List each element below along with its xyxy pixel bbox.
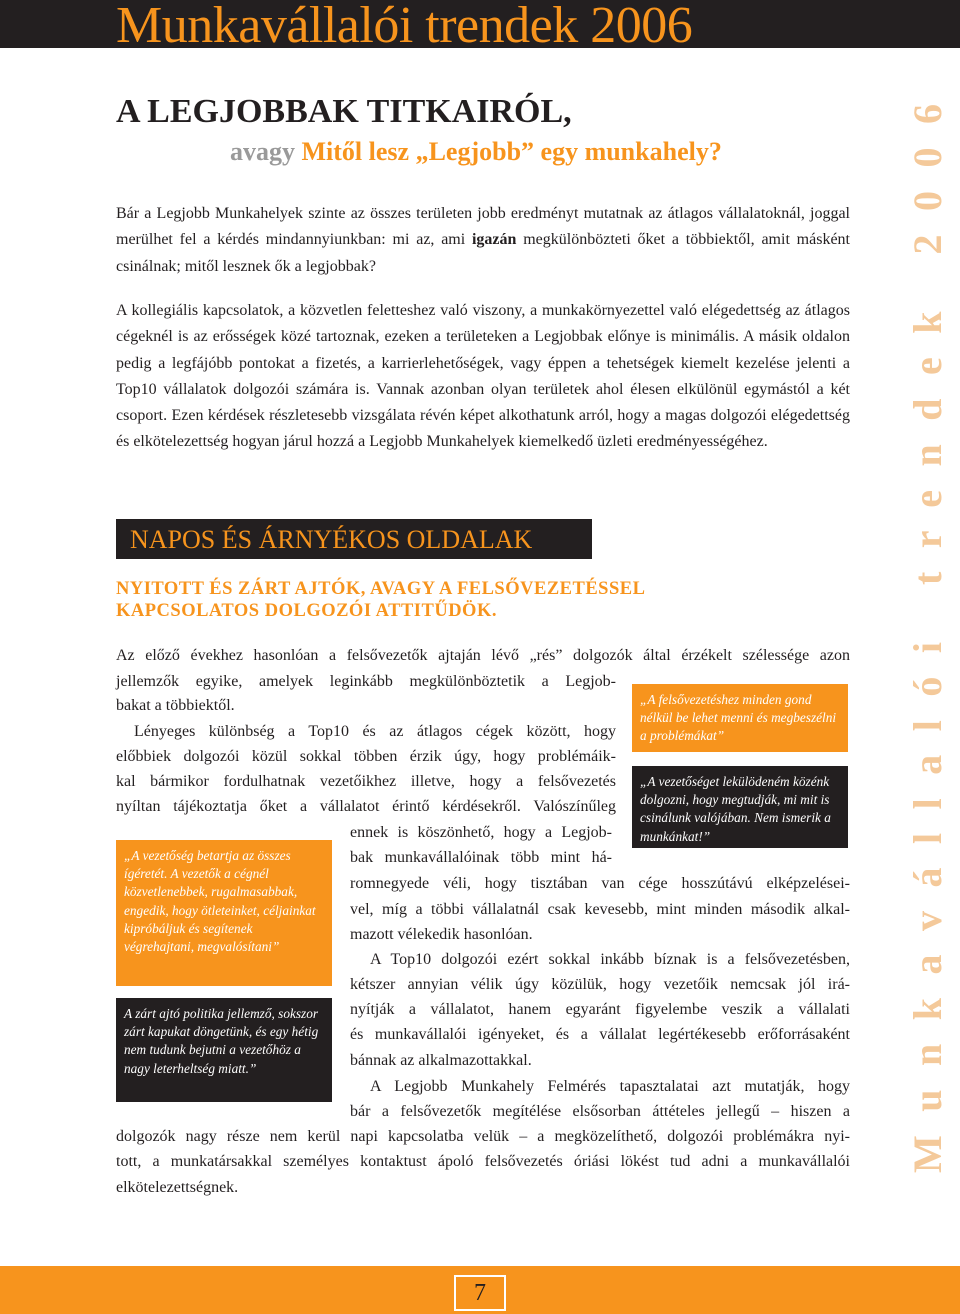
- pull-quote: „A felsővezetéshez minden gond nélkül be lehet menni és megbeszélni a problémákat”: [632, 684, 848, 752]
- subtitle-prefix: avagy: [230, 137, 302, 166]
- section-title-bar: [116, 519, 592, 559]
- body-line: A Top10 dolgozói ezért sokkal inkább bíznak is a felsővezetésben,: [370, 951, 850, 968]
- body-line: kétszer annyian vélik úgy közülük, hogy vezetőik nemcsak jól irá-: [350, 976, 850, 993]
- intro-text-after: megkülönbözteti őket a többiektől, amit másként csinálnak; mitől lesznek ők a legjobbak?: [116, 231, 850, 275]
- body-line: nyíltan tájékoztatja őket a vállalatot érintő kérdésekről. Valószínűleg: [116, 798, 616, 815]
- body-line: bakat a többiektől.: [116, 697, 235, 714]
- body-line: romnegyede véli, hogy tisztában van cége hosszútávú elképzelései-: [350, 875, 850, 892]
- body-line: ennek is köszönhető, hogy a Legjob-: [350, 824, 612, 841]
- body-line: és munkavállalói igényeket, és a vállalat legértékesebb erőforrásaként: [350, 1026, 850, 1043]
- second-paragraph: A kollegiális kapcsolatok, a közvetlen feletteshez való viszony, a munkakörnyezettel való elégedettség az átlagos cégeknél is az erősségek közé tartoznak, ezeken a területeken a Legjobbak előnye is minimális. A másik oldalon pedig a legfájóbb pontokat a fizetés, a karrierlehetőségek, vagy éppen a tehetségek kiemelt kezelése jelenti a Top10 vállalatok dolgozói számára is. Vannak azonban olyan területek ahol élesen elkülönül egymástól a két csoport. Ezen kérdések részletesebb vizsgálata révén képet alkothatunk arról, hogy a magas dolgozói elégedettség és elkötelezettség hogyan járul hozzá a Legjobb Munkahelyek kiemelkedő üzleti eredményességéhez.: [116, 302, 850, 451]
- body-line: bánnak az alkalmazottakkal.: [350, 1052, 532, 1069]
- section-title: NAPOS ÉS ÁRNYÉKOS OLDALAK: [130, 525, 533, 554]
- section-subheading: [116, 578, 756, 622]
- body-line: elkötelezettségnek.: [116, 1179, 239, 1196]
- body-line: bak munkavállalóinak több mint há-: [350, 849, 612, 866]
- vertical-side-title: Munkavállalói trendek 2006: [905, 80, 950, 1173]
- body-line: vel, míg a többi vállalatnál csak kevesebb, mint minden második alkal-: [350, 901, 850, 918]
- banner-title: Munkavállalói trendek 2006: [116, 0, 693, 54]
- page-number: 7: [454, 1275, 506, 1311]
- subheading-line-2: KAPCSOLATOS DOLGOZÓI ATTITŰDÖK.: [116, 601, 497, 621]
- pull-quote: „A vezetőséget lekülödeném közénk dolgozni, hogy megtudják, mi mit is csinálunk valójában. Nem ismerik a munkánkat!”: [632, 766, 848, 848]
- body-line: A Legjobb Munkahely Felmérés tapasztalatai azt mutatják, hogy: [370, 1078, 850, 1095]
- intro-text-before: Bár a Legjobb Munkahelyek szinte az összes területen jobb eredményt mutatnak az átlagos vállalatoknál, joggal merülhet fel a kérdés mindannyiunkban: mi az, ami: [116, 205, 850, 249]
- intro-bold-word: igazán: [471, 231, 517, 249]
- body-line: előbbiek dolgozói közül sokkal többen érzik úgy, hogy problémáik-: [116, 748, 616, 765]
- body-line: jellemzők egyike, amelyek leginkább megkülönböztetik a Legjob-: [116, 673, 616, 690]
- intro-paragraph: [116, 201, 850, 280]
- body-line: kal bármikor fordulhatnak vezetőikhez illetve, hogy a felsővezetés: [116, 773, 616, 790]
- subheading-line-1: NYITOTT ÉS ZÁRT AJTÓK, AVAGY A FELSŐVEZETÉSSEL: [116, 579, 646, 599]
- pull-quote: A zárt ajtó politika jellemző, sokszor zárt kapukat döngetünk, és egy hétig nem tudunk bejutni a vezetőhöz a nagy leterheltség miatt.”: [116, 998, 332, 1102]
- article-subtitle: [230, 135, 722, 169]
- pull-quote: „A vezetőség betartja az összes ígéretét. A vezetők a cégnél közvetlenebbek, rugalmasabbak, engedik, hogy ötleteinket, céljainkat kipróbáljuk és segítenek végrehajtani, megvalósítani”: [116, 840, 332, 986]
- article-title: A LEGJOBBAK TITKAIRÓL,: [116, 93, 572, 130]
- subtitle-highlight: Mitől lesz „Legjobb” egy munkahely?: [301, 137, 722, 166]
- body-line: Az előző évekhez hasonlóan a felsővezetők ajtaján lévő „rés” dolgozók által érzékelt szélessége azon: [116, 647, 850, 664]
- body-line: bár a felsővezetők megítélése elsősorban áttételes jellegű – hiszen a: [350, 1103, 850, 1120]
- body-line: dolgozók nagy része nem kerül napi kapcsolatba velük – a megközelíthető, dolgozói problémákra nyi-: [116, 1128, 850, 1145]
- body-line: Lényeges különbség a Top10 és az átlagos cégek között, hogy: [134, 723, 616, 740]
- body-line: mazott vélekedik hasonlóan.: [350, 926, 533, 943]
- body-line: nyítják a vállalatot, hanem egyaránt figyelembe veszik a vállalati: [350, 1001, 850, 1018]
- body-line: tott, a munkatársakkal személyes kontaktust ápoló felsővezetés óriási lökést tud adni a munkavállalói: [116, 1153, 850, 1170]
